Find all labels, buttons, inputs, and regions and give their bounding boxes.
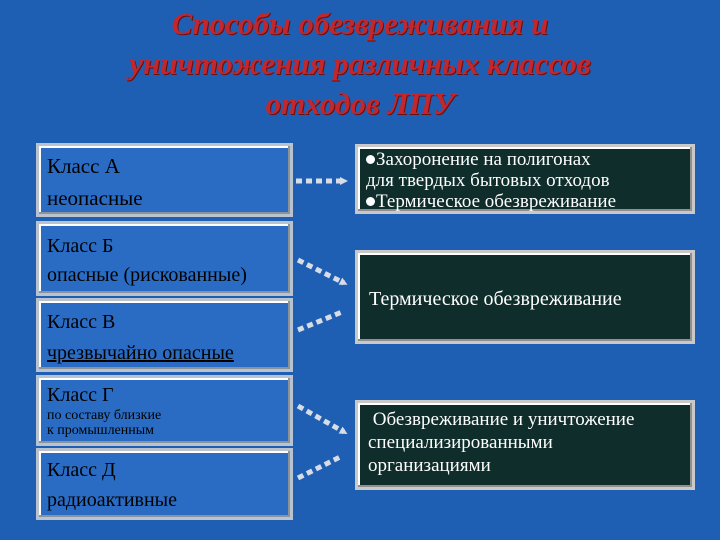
class-g-desc-line-2: к промышленным xyxy=(47,423,155,438)
class-v-desc: чрезвычайно опасные xyxy=(47,342,234,364)
arrow-class-d-to-special xyxy=(298,456,342,478)
arrow-class-b-to-thermal xyxy=(298,260,344,283)
method-landfill-line-1: Захоронение на полигонах xyxy=(366,149,591,171)
method-thermal-text: Термическое обезвреживание xyxy=(369,288,622,310)
class-d-name: Класс Д xyxy=(47,459,116,481)
method-special-line-2: специализированными xyxy=(368,432,553,453)
class-a-desc: неопасные xyxy=(47,186,143,210)
method-landfill-line-2: для твердых бытовых отходов xyxy=(366,170,610,191)
class-d-desc: радиоактивные xyxy=(47,489,177,511)
method-special-line-3: организациями xyxy=(368,455,491,476)
arrow-class-v-to-thermal xyxy=(298,312,342,330)
class-v-name: Класс В xyxy=(47,311,116,333)
method-landfill-line-3: Термическое обезвреживание xyxy=(366,191,616,213)
class-a-name: Класс А xyxy=(47,154,120,178)
title-line-1: Способы обезвреживания и xyxy=(171,6,549,41)
title-line-2: уничтожения различных классов xyxy=(129,46,591,81)
class-g-desc-line-1: по составу близкие xyxy=(47,408,162,423)
class-b-name: Класс Б xyxy=(47,235,114,257)
title-line-3: отходов ЛПУ xyxy=(265,86,455,121)
arrow-class-g-to-special xyxy=(298,406,344,432)
class-g-name: Класс Г xyxy=(47,384,114,406)
method-special-line-1: Обезвреживание и уничтожение xyxy=(368,409,635,430)
class-b-desc: опасные (рискованные) xyxy=(47,264,247,286)
